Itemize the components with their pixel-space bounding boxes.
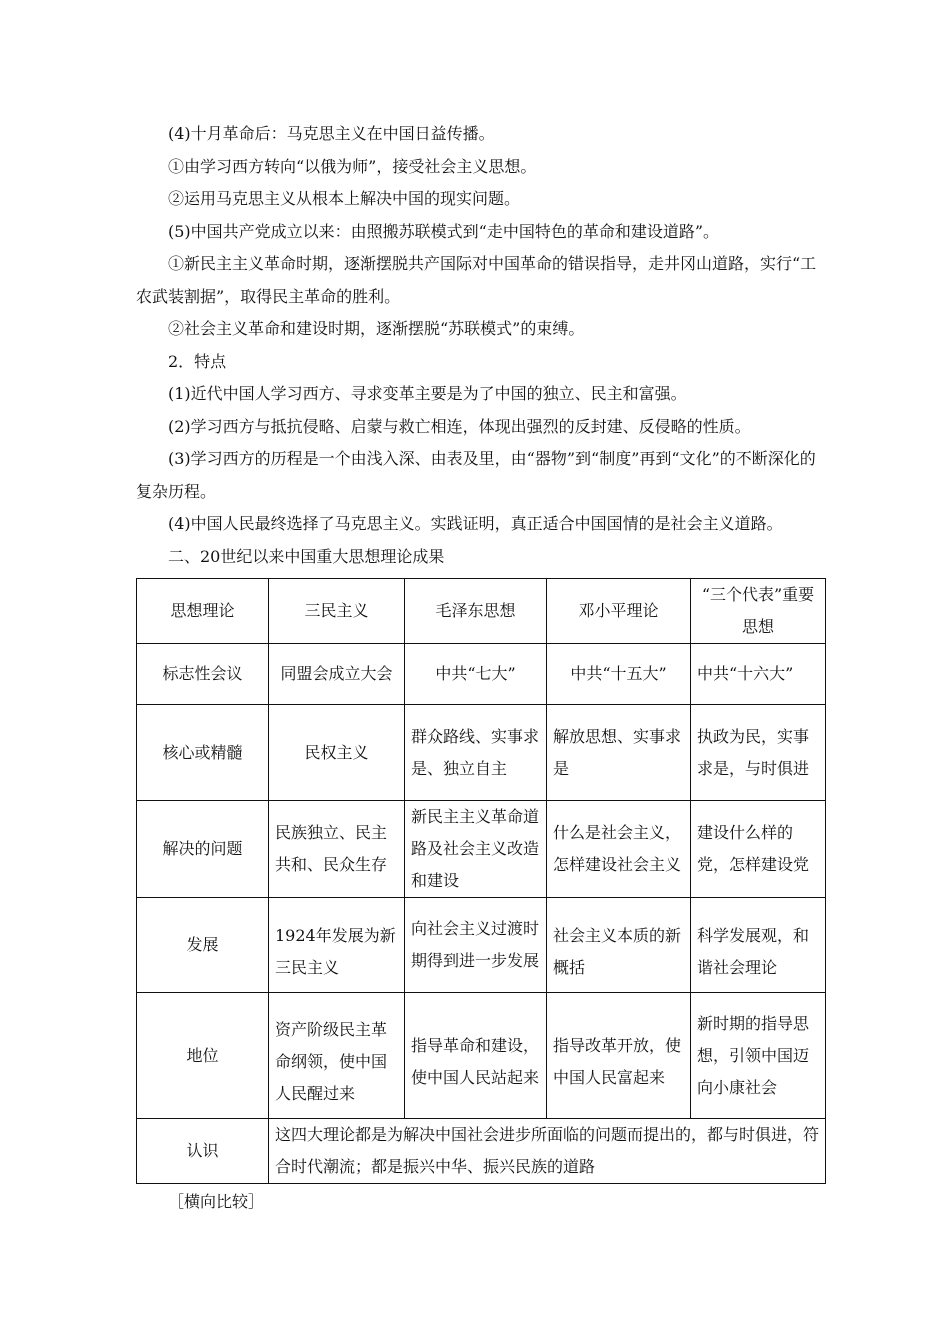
- table-row: [137, 801, 826, 898]
- row-label: 核心或精髓: [137, 705, 269, 801]
- table-header-cell: 三民主义: [269, 579, 405, 644]
- table-header-cell: 思想理论: [137, 579, 269, 644]
- table-cell: 社会主义本质的新概括: [547, 898, 691, 993]
- table-row: [137, 644, 826, 705]
- footer-label: ［横向比较］: [168, 1192, 265, 1211]
- table-header-cell: 毛泽东思想: [405, 579, 547, 644]
- table-row: [137, 898, 826, 993]
- table-cell: 向社会主义过渡时期得到进一步发展: [405, 898, 547, 993]
- paragraph: (5)中国共产党成立以来：由照搬苏联模式到“走中国特色的革命和建设道路”。: [168, 221, 720, 241]
- table-cell: 解放思想、实事求是: [547, 705, 691, 801]
- paragraph: ②运用马克思主义从根本上解决中国的现实问题。: [168, 189, 521, 208]
- paragraph: (2)学习西方与抵抗侵略、启蒙与救亡相连，体现出强烈的反封建、反侵略的性质。: [168, 416, 751, 436]
- section-heading: 二、20世纪以来中国重大思想理论成果: [168, 546, 445, 566]
- document-page: [136, 118, 820, 1218]
- summary-cell: 这四大理论都是为解决中国社会进步所面临的问题而提出的，都与时俱进，符合时代潮流；都是振兴中华、振兴民族的道路: [269, 1119, 826, 1184]
- table-cell: 指导革命和建设，使中国人民站起来: [405, 993, 547, 1119]
- paragraph: (4)十月革命后：马克思主义在中国日益传播。: [168, 124, 495, 143]
- table-cell: 民权主义: [269, 705, 405, 801]
- row-label: 标志性会议: [137, 644, 269, 705]
- table-cell: 群众路线、实事求是、独立自主: [405, 705, 547, 801]
- table-header-cell: 邓小平理论: [547, 579, 691, 644]
- row-label: 解决的问题: [137, 801, 269, 898]
- table-cell: 新时期的指导思想，引领中国迈向小康社会: [691, 993, 826, 1119]
- table-cell: 科学发展观，和谐社会理论: [691, 898, 826, 993]
- table-cell: 什么是社会主义，怎样建设社会主义: [547, 801, 691, 898]
- table-row: [137, 993, 826, 1119]
- paragraph: (1)近代中国人学习西方、寻求变革主要是为了中国的独立、民主和富强。: [168, 384, 687, 403]
- table-cell: 新民主主义革命道路及社会主义改造和建设: [405, 801, 547, 898]
- table-cell: 同盟会成立大会: [269, 644, 405, 705]
- table-cell: 中共“七大”: [405, 644, 547, 705]
- paragraph: ②社会主义革命和建设时期，逐渐摆脱“苏联模式”的束缚。: [168, 319, 585, 338]
- table-header-cell: “三个代表”重要思想: [691, 579, 826, 644]
- table-cell: 执政为民，实事求是，与时俱进: [691, 705, 826, 801]
- table-summary-row: [137, 1119, 826, 1184]
- table-header-row: [137, 579, 826, 644]
- paragraph: (3)学习西方的历程是一个由浅入深、由表及里，由“器物”到“制度”再到“文化”的不断深化的复杂历程。: [136, 449, 816, 501]
- theory-comparison-table: [136, 578, 826, 1184]
- table-row: [137, 705, 826, 801]
- paragraph: ①由学习西方转向“以俄为师”，接受社会主义思想。: [168, 156, 537, 176]
- table-cell: 民族独立、民主共和、民众生存: [269, 801, 405, 898]
- table-cell: 指导改革开放，使中国人民富起来: [547, 993, 691, 1119]
- table-cell: 中共“十五大”: [547, 644, 691, 705]
- row-label: 地位: [137, 993, 269, 1119]
- section-heading: 2．特点: [168, 351, 227, 371]
- table-cell: 中共“十六大”: [691, 644, 826, 705]
- paragraph: ①新民主主义革命时期，逐渐摆脱共产国际对中国革命的错误指导，走井冈山道路，实行“工农武装割据”，取得民主革命的胜利。: [136, 254, 817, 306]
- row-label: 认识: [137, 1119, 269, 1184]
- table-cell: 建设什么样的党，怎样建设党: [691, 801, 826, 898]
- row-label: 发展: [137, 898, 269, 993]
- table-cell: 1924年发展为新三民主义: [269, 898, 405, 993]
- paragraph: (4)中国人民最终选择了马克思主义。实践证明，真正适合中国国情的是社会主义道路。: [168, 514, 783, 533]
- table-cell: 资产阶级民主革命纲领，使中国人民醒过来: [269, 993, 405, 1119]
